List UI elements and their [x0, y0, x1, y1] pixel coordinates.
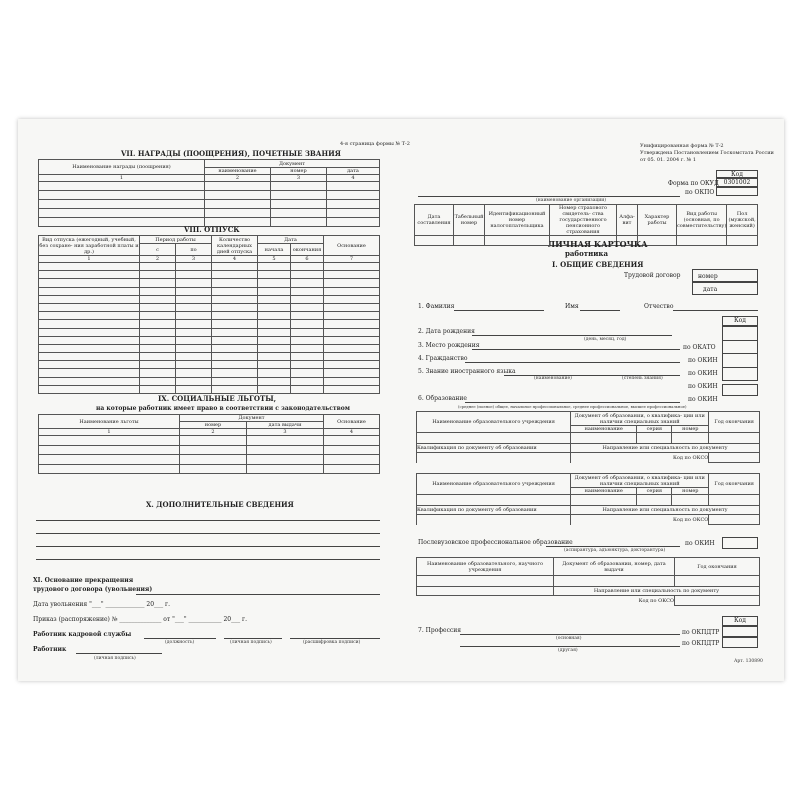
card-subtitle: работника [565, 249, 609, 258]
page-note: 4-я страница формы № Т-2 [340, 141, 410, 147]
benefits-table: Наименование льготы Документ Основание номер дата выдачи 1 2 3 4 [38, 414, 380, 474]
employee-label: Работник [33, 646, 67, 653]
col-document: Документ [205, 160, 380, 168]
language-label: 5. Знание иностранного языка [418, 368, 516, 375]
section-9-subtitle: на которые работник имеет право в соответствии с законодательством [96, 405, 350, 412]
document-sheet: 4-я страница формы № Т-2 VII. НАГРАДЫ (ПООЩРЕНИЯ), ПОЧЕТНЫЕ ЗВАНИЯ Наименование награды (поощрения) Документ наименование номер дата 1 2 3 4 VIII. ОТПУСК Вид отпуска (ежегодный, учебный, без сохране- ния заработной платы и др.) Период работы Количество календарных дней отпуска Дата Основание с по начала окончания 1 2 3 4 5 6 7 IX. СОЦИАЛЬНЫЕ ЛЬГОТЫ, на которые работник имеет право в соответствии с законодательством Наименование льготы Документ Основание номер дата выдачи 1 2 3 4 X. ДОПОЛНИТЕЛЬНЫЕ СВЕДЕНИЯ XI. Основание прекращения трудового договора (увольнения) Дата увольнения "___" _____________ 20___ г. Приказ (распоряжение) № ______________ от "___" ___________ 20___ г. Работник кадровой службы (должность) (личная подпись) (расшифровка подписи) Работник (личная подпись) Унифицированная форма № Т-2 Утверждена Постановлением Госкомстата России от 05. 01. 2004 г. № 1 Код 0301002 Форма по ОКУД по ОКПО (наименование организации) Дата составления Табельный номер Идентификационный номер налогоплательщика Номер страхового свидетель- ства государственного пенсионного страхования Алфа- вит Характер работы Вид работы (основная, по совместительству) Пол (мужской, женский) ЛИЧНАЯ КАРТОЧКА работника I. ОБЩИЕ СВЕДЕНИЯ Трудовой договор номер дата 1. Фамилия Имя Отчество Код 2. Дата рождения (день, месяц, год) 3. Место рождения по ОКАТО 4. Гражданство по ОКИН 5. Знание иностранного языка (наименование) (степень знания) по ОКИН по ОКИН 6. Образование по ОКИН (среднее (полное) общее, начальное профессиональное, среднее профессиональное, высшее профессиональное) Наименование образовательного учреждения Документ об образовании, о квалифика- ции или наличии специальных знаний Год окончания наименование серия номер Квалификация по документу об образовании Направление или специальность по документу Код по ОКСО Наименование образовательного учреждения Документ об образовании, о квалифика- ции или наличии специальных знаний Год окончания наименование серия номер Квалификация по документу об образовании Направление или специальность по документу Код по ОКСО Послевузовское профессиональное образование (аспирантура, адъюнктура, докторантура) по ОКИН Наименование образовательного, научного учреждения Документ об образовании, номер, дата выдачи Год окончания Направление или специальность по документу Код по ОКСО Код 7. Профессия (основная) по ОКПДТР (другая) по ОКПДТР Арт. 130890 [18, 119, 784, 681]
section-11-title: XI. Основание прекращения [33, 577, 134, 584]
form-header-2: Утверждена Постановлением Госкомстата России [640, 150, 774, 156]
profession-label: 7. Профессия [418, 627, 462, 634]
section-9-title: IX. СОЦИАЛЬНЫЕ ЛЬГОТЫ, [158, 394, 277, 403]
section-7-title: VII. НАГРАДЫ (ПООЩРЕНИЯ), ПОЧЕТНЫЕ ЗВАНИЯ [121, 149, 341, 158]
form-header-1: Унифицированная форма № Т-2 [640, 143, 724, 149]
okpo-code-box [716, 187, 758, 196]
education-table-2: Наименование образовательного учреждения Документ об образовании, о квалифика- ции или наличии специальных знаний Год окончания наименование серия номер Квалификация по документу об образовании Направление или специальность по документу Код по ОКСО [416, 473, 760, 525]
postgrad-label: Послевузовское профессиональное образование [418, 539, 573, 546]
education-label: 6. Образование [418, 395, 467, 402]
okpo-label: по ОКПО [685, 189, 715, 196]
section-1-title: I. ОБЩИЕ СВЕДЕНИЯ [552, 260, 644, 269]
birth-date-label: 2. Дата рождения [418, 328, 475, 335]
postgrad-table: Наименование образовательного, научного учреждения Документ об образовании, номер, дата выдачи Год окончания Направление или специальность по документу Код по ОКСО [416, 557, 760, 606]
patronymic-label: Отчество [644, 303, 674, 310]
surname-label: 1. Фамилия [418, 303, 455, 310]
card-title: ЛИЧНАЯ КАРТОЧКА [548, 239, 648, 249]
dismissal-date: Дата увольнения "___" _____________ 20___ г. [33, 601, 171, 608]
order-line: Приказ (распоряжение) № ______________ от "___" ___________ 20___ г. [33, 616, 248, 623]
birth-place-label: 3. Место рождения [418, 342, 480, 349]
awards-table: Наименование награды (поощрения) Документ наименование номер дата 1 2 3 4 [38, 159, 380, 227]
col-award-name: Наименование награды (поощрения) [39, 160, 205, 175]
contract-label: Трудовой договор [624, 272, 681, 279]
citizenship-label: 4. Гражданство [418, 355, 468, 362]
form-header-3: от 05. 01. 2004 г. № 1 [640, 157, 697, 163]
article-number: Арт. 130890 [734, 659, 763, 664]
vacation-table: Вид отпуска (ежегодный, учебный, без сохране- ния заработной платы и др.) Период работы Количество календарных дней отпуска Дата Основание с по начала окончания 1 2 3 4 5 6 7 [38, 235, 380, 394]
name-label: Имя [565, 303, 579, 310]
okud-value: 0301002 [723, 179, 751, 186]
education-table-1: Наименование образовательного учреждения Документ об образовании, о квалифика- ции или наличии специальных знаний Год окончания наименование серия номер Квалификация по документу об образовании Направление или специальность по документу Код по ОКСО [416, 411, 760, 463]
okud-label: Форма по ОКУД [668, 180, 719, 187]
section-8-title: VIII. ОТПУСК [184, 225, 240, 234]
hr-worker-label: Работник кадровой службы [33, 631, 132, 638]
section-10-title: X. ДОПОЛНИТЕЛЬНЫЕ СВЕДЕНИЯ [146, 500, 294, 509]
header-info-table: Дата составления Табельный номер Идентификационный номер налогоплательщика Номер страхового свидетель- ства государственного пенсионного страхования Алфа- вит Характер работы Вид работы (основная, по совместительству) Пол (мужской, женский) [414, 204, 758, 246]
